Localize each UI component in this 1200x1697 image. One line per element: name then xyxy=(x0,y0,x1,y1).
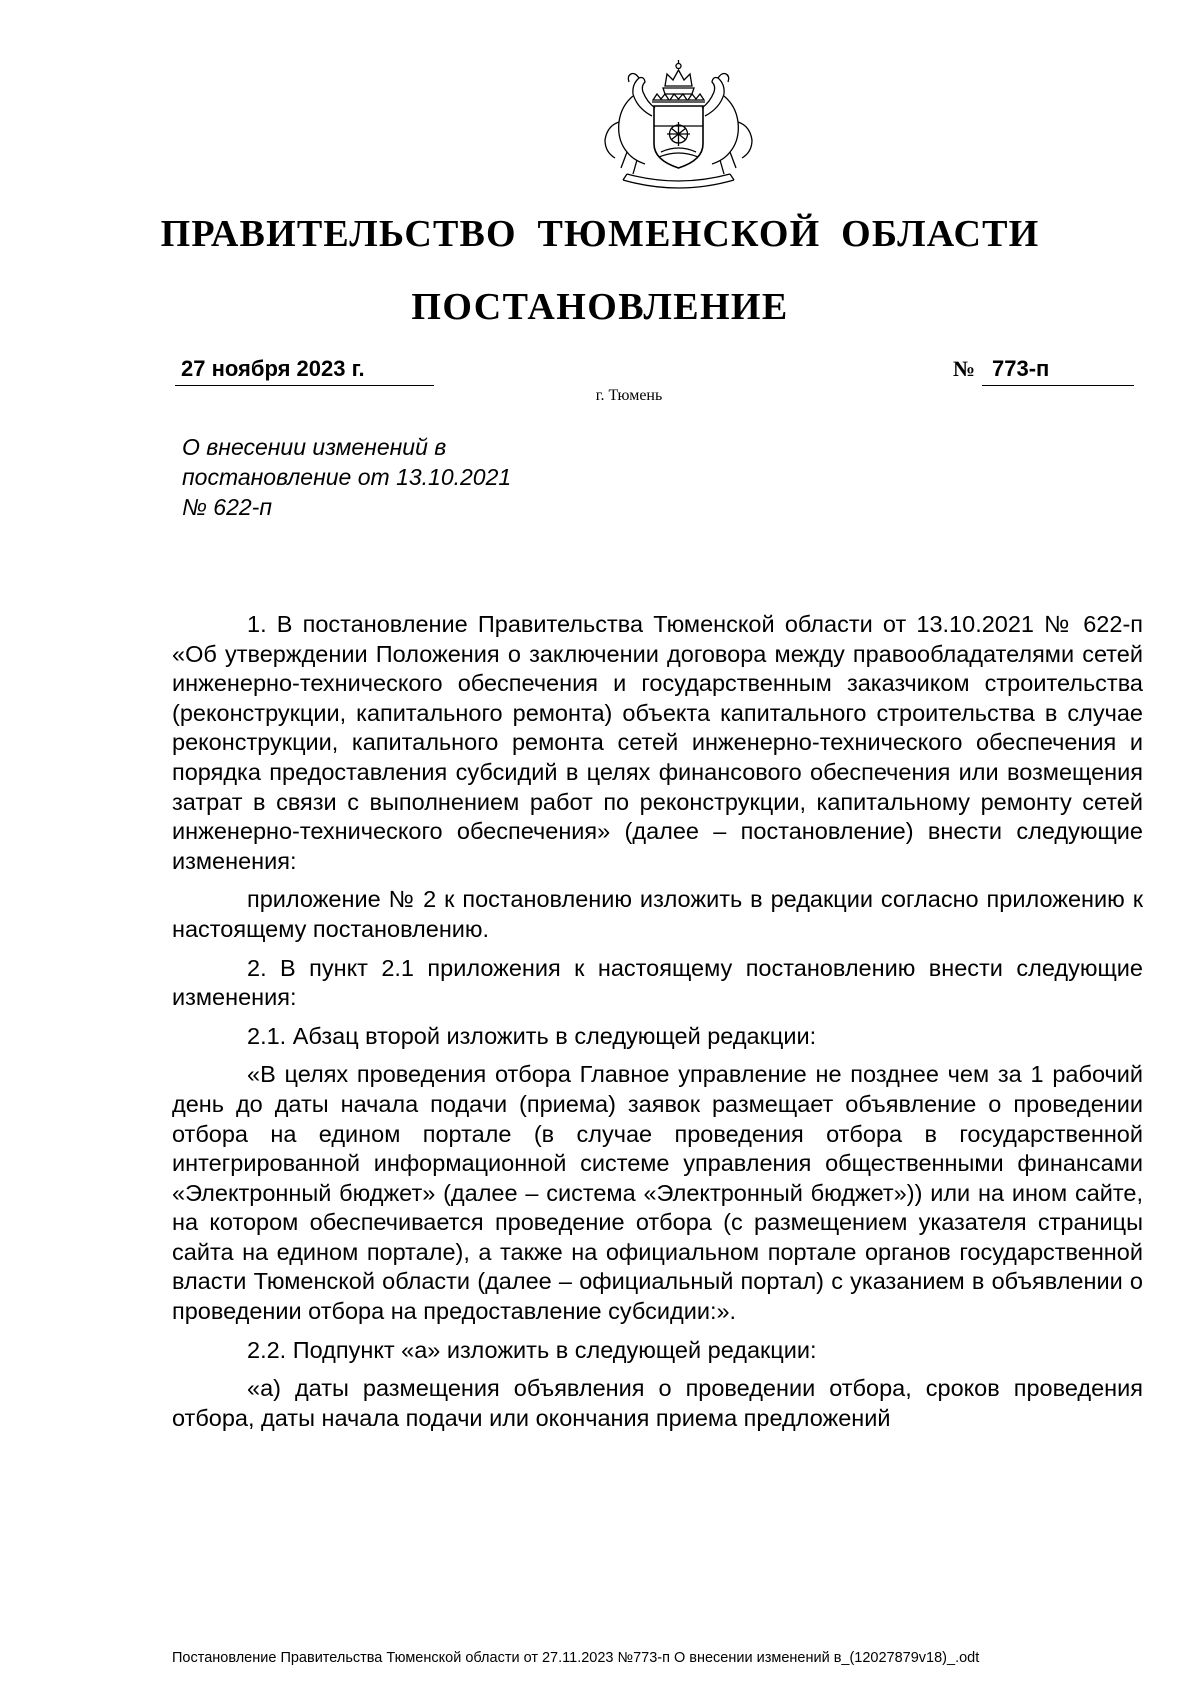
subject-line-3: № 622-п xyxy=(182,494,272,520)
subject-line-2: постановление от 13.10.2021 xyxy=(182,464,512,490)
document-type-title: ПОСТАНОВЛЕНИЕ xyxy=(411,286,789,328)
subject-line-1: О внесении изменений в xyxy=(182,434,447,460)
paragraph-5: «В целях проведения отбора Главное управление не позднее чем за 1 рабочий день до даты начала подачи (приема) заявок размещает объявление о проведении отбора на едином портале (в случае проведения отбора в государственной интегрированной информационной системе управления общественными финансами «Электронный бюджет» (далее – система «Электронный бюджет»)) или на ином сайте, на котором обеспечивается проведение отбора (с размещением указателя страницы сайта на едином портале), а также на официальном портале органов государственной власти Тюменской области (далее – официальный портал) с указанием в объявлении о проведении отбора на предоставление субсидии:». xyxy=(172,1061,1143,1325)
document-number: 773-п xyxy=(982,352,1134,386)
paragraph-4: 2.1. Абзац второй изложить в следующей редакции: xyxy=(247,1022,817,1049)
government-title: ПРАВИТЕЛЬСТВО ТЮМЕНСКОЙ ОБЛАСТИ xyxy=(160,213,1040,255)
paragraph-2: приложение № 2 к постановлению изложить в редакции согласно приложению к настоящему постановлению. xyxy=(172,886,1143,942)
tyumen-coat-of-arms-icon xyxy=(597,56,760,195)
paragraph-1: 1. В постановление Правительства Тюменской области от 13.10.2021 № 622-п «Об утверждении Положения о заключении договора между правообладателями сетей инженерно-технического обеспечения и государственным заказчиком строительства (реконструкции, капитального ремонта) объекта капитального строительства в случае реконструкции, капитального ремонта сетей инженерно-технического обеспечения и порядка предоставления субсидий в целях финансового обеспечения или возмещения затрат в связи с выполнением работ по реконструкции, капитальному ремонту сетей инженерно-технического обеспечения» (далее – постановление) внести следующие изменения: xyxy=(172,611,1143,874)
document-date: 27 ноября 2023 г. xyxy=(175,352,434,386)
paragraph-3: 2. В пункт 2.1 приложения к настоящему постановлению внести следующие изменения: xyxy=(172,954,1143,1011)
page-footer: Постановление Правительства Тюменской области от 27.11.2023 №773-п О внесении изменений в_(12027879v18)_.odt xyxy=(172,1650,980,1666)
paragraph-7: «а) даты размещения объявления о проведении отбора, сроков проведения отбора, даты начала подачи или окончания приема предложений xyxy=(172,1375,1143,1431)
document-body xyxy=(172,610,1143,1442)
number-sign: № xyxy=(953,356,976,381)
document-city: г. Тюмень xyxy=(595,387,663,404)
document-subject xyxy=(182,432,602,522)
paragraph-6: 2.2. Подпункт «а» изложить в следующей редакции: xyxy=(247,1336,817,1363)
